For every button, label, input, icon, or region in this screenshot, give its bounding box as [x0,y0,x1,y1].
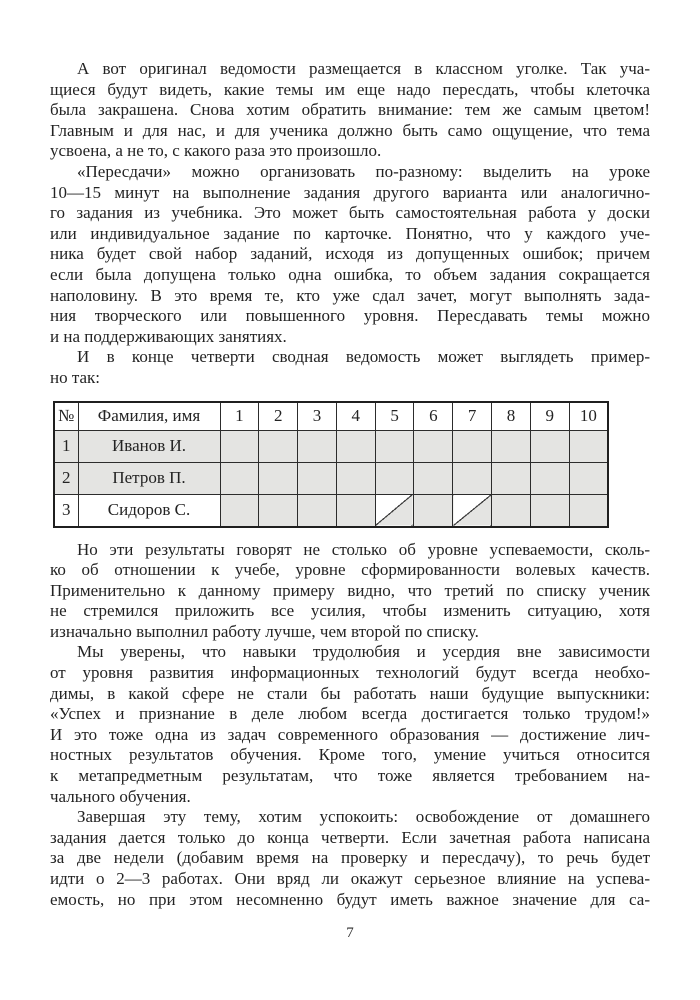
table-header-cell: 10 [569,402,608,431]
grades-table [53,401,609,528]
text-line: ния творческого или повышенного уровня. Пересдавать темы можно [50,306,650,326]
text-line: емость, но при этом несомненно будут иметь важное значение для са- [50,889,650,909]
grade-cell [220,430,259,462]
table-header-cell: 3 [298,402,337,431]
paragraph [50,540,650,643]
text-block-top [50,59,650,389]
paragraph [50,642,650,807]
table-header-cell: Фамилия, имя [78,402,220,431]
row-number-cell: 1 [54,430,78,462]
table-header-cell: 7 [453,402,492,431]
table-header-cell: 6 [414,402,453,431]
text-line: задания дается только до конца четверти. Если зачетная работа написана [50,827,650,847]
text-line: Завершая эту тему, хотим успокоить: освобождение от домашнего [77,807,650,827]
text-line: Применительно к данному примеру видно, что третий по списку ученик [50,580,650,600]
grade-cell [414,430,453,462]
row-number-cell: 3 [54,494,78,527]
text-line: но так: [50,367,101,387]
table-header-cell: 8 [492,402,531,431]
text-line: наполовину. В это время те, кто уже сдал зачет, могут выполнять зада- [50,285,650,305]
table-header-cell: 5 [375,402,414,431]
grade-cell [298,430,337,462]
grade-cell [453,430,492,462]
grade-cell [220,494,259,527]
text-line: ностных результатов обучения. Кроме того, умение учиться относится [50,745,650,765]
text-block-bottom [50,540,650,911]
grade-cell [336,430,375,462]
grade-cell [220,462,259,494]
text-line: димы, в какой сфере не стали бы работать наши будущие выпускники: [50,683,650,703]
grade-cell [259,494,298,527]
grade-cell-half-passed [453,494,492,527]
text-line: И в конце четверти сводная ведомость может выглядеть пример- [77,347,650,367]
grade-cell [569,462,608,494]
text-line: идти о 2—3 работах. Они вряд ли окажут серьезное влияние на успева- [50,869,650,888]
row-number-cell: 2 [54,462,78,494]
paragraph [50,162,650,347]
text-line: чального обучения. [50,786,191,806]
text-line: к метапредметным результатам, что тоже является требованием на- [50,766,650,786]
text-line: го задания из учебника. Это может быть самостоятельная работа у доски [50,203,650,223]
text-line: ко об отношении к учебе, уровне сформированности волевых качеств. [50,560,650,580]
grade-cell [375,462,414,494]
paragraph [50,59,650,162]
grade-cell [375,430,414,462]
text-line: И это тоже одна из задач современного образования — достижение лич- [50,724,650,744]
text-line: Но эти результаты говорят не столько об уровне успеваемости, сколь- [77,539,650,559]
table-header-cell: 9 [530,402,569,431]
student-name-cell: Сидоров С. [78,494,220,527]
text-line: «Успех и признание в деле любом всегда достигается только трудом!» [50,704,650,724]
table-header-row [54,402,608,431]
table-row [54,494,608,527]
page-number: 7 [346,925,354,941]
grade-cell [259,462,298,494]
text-line: Главным и для нас, и для ученика должно быть само ощущение, что тема [50,120,650,140]
text-line: щиеся будут видеть, какие темы им еще надо пересдать, чтобы клеточка [50,79,650,99]
text-line: или индивидуальное задание по карточке. Понятно, что у каждого уче- [50,223,650,243]
grade-cell [298,462,337,494]
grade-cell [569,494,608,527]
text-line: изначально выполнил работу лучше, чем второй по списку. [50,621,479,641]
text-line: «Пересдачи» можно организовать по-разному: выделить на уроке [77,161,650,181]
table-header-cell: 2 [259,402,298,431]
grade-cell [336,494,375,527]
text-line: Мы уверены, что навыки трудолюбия и усердия вне зависимости [77,642,650,662]
text-line: усвоена, а не то, с какого раза это произошло. [50,141,382,161]
grade-cell [569,430,608,462]
grade-cell [414,494,453,527]
grade-cell [414,462,453,494]
grade-cell [492,462,531,494]
table-header-cell: 1 [220,402,259,431]
page-content [50,59,650,910]
student-name-cell: Петров П. [78,462,220,494]
text-line: 10—15 минут на выполнение задания другого варианта или аналогично- [50,182,650,202]
text-line: А вот оригинал ведомости размещается в классном уголке. Так уча- [77,59,650,78]
text-line: от уровня развития информационных технологий будут всегда необхо- [50,663,650,683]
grade-cell [530,462,569,494]
table-header-cell: 4 [336,402,375,431]
text-line: была закрашена. Снова хотим обратить внимание: тем же самым цветом! [50,100,650,120]
text-line: если была допущена только одна ошибка, то объем задания сокращается [50,264,650,284]
grade-cell [259,430,298,462]
text-line: ника будет свой набор заданий, исходя из допущенных ошибок; причем [50,244,650,264]
grade-cell [336,462,375,494]
table-row [54,430,608,462]
text-line: не стремился приложить все усилия, чтобы изменить ситуацию, хотя [50,601,650,621]
grade-cell [298,494,337,527]
grade-cell-half-passed [375,494,414,527]
grade-cell [453,462,492,494]
grade-cell [530,430,569,462]
text-line: и на поддерживающих занятиях. [50,326,287,346]
paragraph [50,347,650,388]
table-row [54,462,608,494]
text-line: за две недели (добавим время на проверку и пересдачу), то речь будет [50,848,650,868]
grade-cell [492,430,531,462]
student-name-cell: Иванов И. [78,430,220,462]
grade-cell [530,494,569,527]
grade-cell [492,494,531,527]
table-header-cell: № [54,402,78,431]
paragraph [50,807,650,910]
